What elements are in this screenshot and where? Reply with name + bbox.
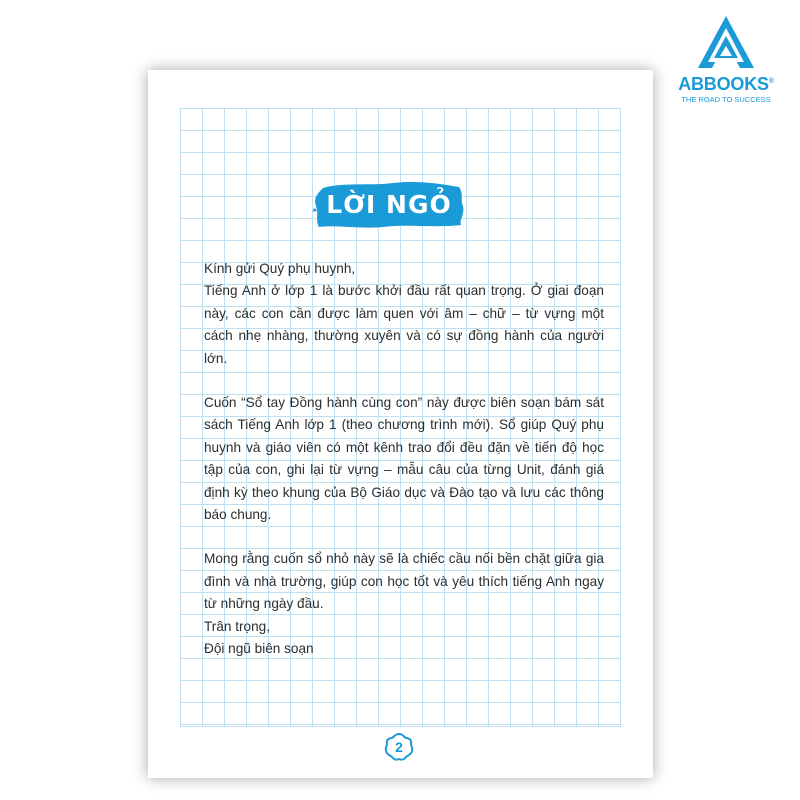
penrose-triangle-icon — [696, 14, 756, 74]
regards: Trân trọng, — [204, 618, 270, 634]
page-number-badge — [384, 732, 414, 762]
title-banner — [313, 178, 465, 230]
page-number: 2 — [395, 739, 403, 755]
brand-tagline: THE ROAD TO SUCCESS — [681, 95, 771, 104]
abbooks-logo — [676, 14, 776, 124]
letter-body — [204, 258, 604, 661]
salutation: Kính gửi Quý phụ huynh, — [204, 261, 356, 276]
signature: Đội ngũ biên soạn — [204, 641, 314, 657]
closing-paragraph: Mong rằng cuốn sổ nhỏ này sẽ là chiếc cầu nối bền chặt giữa gia đình và nhà trường, giúp con học tốt và yêu thích tiếng Anh ngay từ những ngày đầu. — [204, 551, 604, 612]
book-page — [148, 70, 653, 778]
brand-name: ABBOOKS® — [678, 74, 774, 94]
book-description-paragraph: Cuốn “Sổ tay Đồng hành cùng con” này được biên soạn bám sát sách Tiếng Anh lớp 1 (theo chương trình mới). Sổ giúp Quý phụ huynh và giáo viên có một kênh trao đổi đều đặn về tiến độ học tập của con, ghi lại từ vựng – mẫu câu của từng Unit, đánh giá định kỳ theo khung của Bộ Giáo dục và Đào tạo và lưu các thông báo chung. — [204, 395, 604, 523]
intro-paragraph: Tiếng Anh ở lớp 1 là bước khởi đầu rất quan trọng. Ở giai đoạn này, các con cần được làm quen với âm – chữ – từ vựng một cách nhẹ nhàng, thường xuyên và có sự đồng hành của người lớn. — [204, 283, 604, 366]
page-title: LỜI NGỎ — [326, 189, 452, 219]
